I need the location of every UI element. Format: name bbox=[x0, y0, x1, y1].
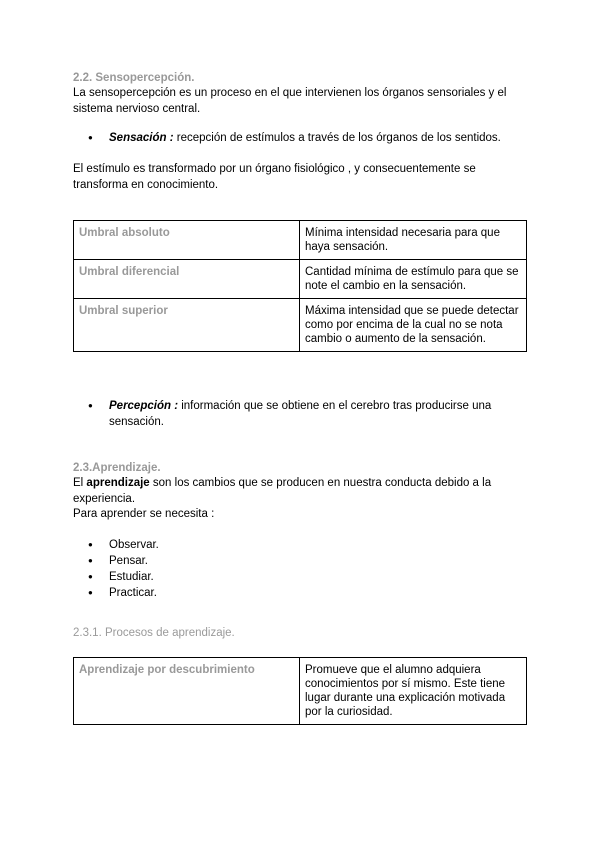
list-item bbox=[73, 130, 533, 146]
table-term: Umbral diferencial bbox=[74, 260, 300, 299]
list-item: ● Practicar. bbox=[73, 585, 533, 601]
table-row bbox=[74, 299, 527, 352]
table-term: Umbral absoluto bbox=[74, 221, 300, 260]
list-item: ● Pensar. bbox=[73, 553, 533, 569]
table-term: Umbral superior bbox=[74, 299, 300, 352]
table-row bbox=[74, 657, 527, 724]
sensacion-term: Sensación : bbox=[109, 132, 174, 144]
table-row bbox=[74, 260, 527, 299]
document-page bbox=[73, 71, 533, 725]
table-definition: Promueve que el alumno adquiera conocimientos por sí mismo. Este tiene lugar durante una explicación motivada por la curiosidad. bbox=[300, 657, 527, 724]
subheading-procesos: 2.3.1. Procesos de aprendizaje. bbox=[73, 626, 235, 639]
sensacion-text: recepción de estímulos a través de los órganos de los sentidos. bbox=[173, 132, 501, 144]
def-prefix: El bbox=[73, 477, 87, 489]
table-definition: Máxima intensidad que se puede detectar como por encima de la cual no se nota cambio o aumento de la sensación. bbox=[300, 299, 527, 352]
table-row bbox=[74, 221, 527, 260]
list-item bbox=[73, 398, 523, 430]
estimulo-paragraph: El estímulo es transformado por un órgano fisiológico , y consecuentemente se transforma en conocimiento. bbox=[73, 163, 476, 191]
section-heading-sensopercepcion: 2.2. Sensopercepción. bbox=[73, 72, 195, 84]
def-text: son los cambios que se producen en nuestra conducta debido a la experiencia. bbox=[73, 477, 492, 505]
percepcion-text: información que se obtiene en el cerebro tras producirse una sensación. bbox=[109, 400, 492, 428]
def-term: aprendizaje bbox=[86, 477, 150, 489]
sensacion-list bbox=[73, 130, 533, 146]
necesita-list bbox=[73, 537, 533, 601]
umbral-table bbox=[73, 220, 527, 352]
aprendizaje-definition bbox=[73, 476, 523, 507]
sensopercepcion-intro: La sensopercepción es un proceso en el que intervienen los órganos sensoriales y el sistema nervioso central. bbox=[73, 87, 507, 115]
necesita-text: Para aprender se necesita : bbox=[73, 508, 215, 520]
table-definition: Mínima intensidad necesaria para que haya sensación. bbox=[300, 221, 527, 260]
table-term: Aprendizaje por descubrimiento bbox=[74, 657, 300, 724]
list-item: ● Estudiar. bbox=[73, 569, 533, 585]
percepcion-term: Percepción : bbox=[109, 400, 179, 412]
section-heading-aprendizaje: 2.3.Aprendizaje. bbox=[73, 462, 161, 474]
percepcion-list bbox=[73, 398, 523, 430]
list-item: ● Observar. bbox=[73, 537, 533, 553]
procesos-table bbox=[73, 657, 527, 725]
table-definition: Cantidad mínima de estímulo para que se note el cambio en la sensación. bbox=[300, 260, 527, 299]
